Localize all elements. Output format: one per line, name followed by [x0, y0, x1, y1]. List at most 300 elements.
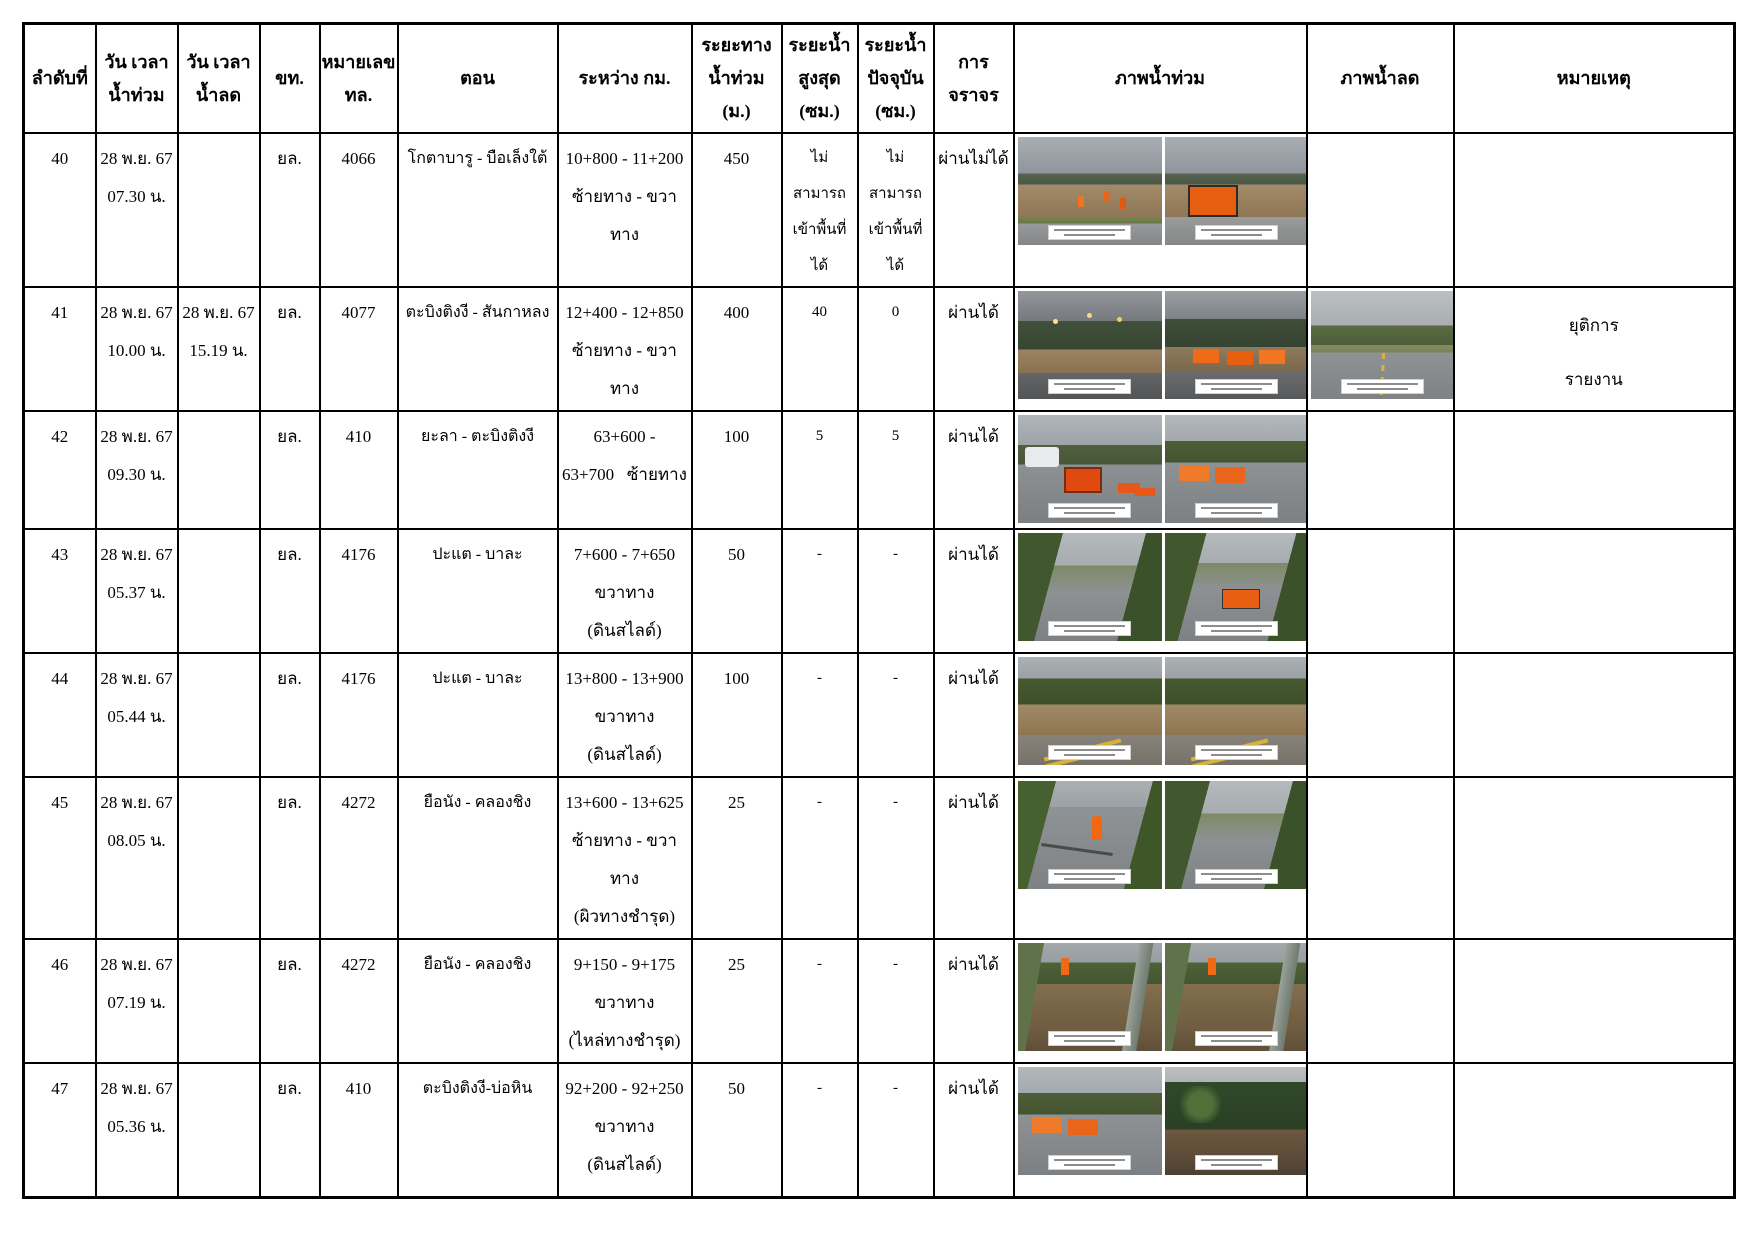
cell-text: 41: [51, 303, 69, 322]
cell-recede-photos: [1307, 529, 1454, 653]
photo-caption: [1048, 503, 1132, 518]
cell-text: รายงาน: [1564, 370, 1623, 389]
cell-text: 100: [723, 427, 750, 446]
cell-district: [260, 939, 320, 1063]
col-header-text: ระยะน้ำ: [864, 35, 927, 55]
cell-recede-photos: [1307, 939, 1454, 1063]
col-header-text: การจราจร: [948, 51, 999, 105]
col-header-text: ระยะน้ำ: [788, 35, 851, 55]
cell-km: [558, 287, 692, 411]
cell-max-cm: [782, 1063, 858, 1197]
cell-text: 0: [891, 304, 900, 320]
cell-text: (ดินสไลด์): [587, 621, 662, 640]
cell-text: 15.19 น.: [189, 341, 248, 360]
photo-caption: [1195, 225, 1279, 240]
cell-text: ขวาทาง: [594, 993, 655, 1012]
flood-photo-flood-street: [1018, 137, 1162, 245]
cell-traffic: [934, 653, 1014, 777]
cell-distance: [692, 529, 782, 653]
cell-remark: [1454, 777, 1735, 939]
cell-km: [558, 133, 692, 287]
cell-text: 05.37 น.: [107, 583, 166, 602]
cell-flood-photos: [1014, 411, 1307, 529]
cell-text: 46: [51, 955, 69, 974]
cell-district: [260, 287, 320, 411]
col-header-text: วัน เวลา: [104, 51, 169, 72]
cell-text: ขวาทาง: [594, 707, 655, 726]
col-header-flood-datetime: [96, 24, 178, 134]
cell-text: 07.19 น.: [107, 993, 166, 1012]
cell-text: -: [893, 1080, 898, 1096]
cell-text: ยล.: [277, 149, 302, 168]
cell-text: (ดินสไลด์): [587, 1155, 662, 1174]
cell-district: [260, 777, 320, 939]
cell-text: ผ่านได้: [948, 303, 999, 322]
cell-km: [558, 653, 692, 777]
flood-photo-mud: [1018, 657, 1162, 765]
cell-text: ยะลา - ตะบิงติงงี: [420, 428, 535, 445]
cell-traffic: [934, 133, 1014, 287]
col-header-remark: [1454, 24, 1735, 134]
col-header-text: ระหว่าง กม.: [578, 68, 671, 88]
cell-section: [398, 133, 558, 287]
cell-text: 40: [812, 304, 827, 320]
cell-text: 42: [51, 427, 69, 446]
cell-text: -: [817, 956, 822, 972]
cell-text: ตะบิงติงงี-บ่อหิน: [422, 1080, 533, 1097]
flood-photo-hill: [1165, 781, 1307, 889]
cell-text: 50: [728, 1079, 745, 1098]
cell-text: 13+800 - 13+900: [565, 669, 684, 688]
col-header-flood-distance: [692, 24, 782, 134]
cell-text: 100: [723, 669, 750, 688]
table-row: [24, 411, 1735, 529]
col-header-text: ระยะทาง: [701, 35, 772, 55]
table-row: [24, 777, 1735, 939]
cell-text: ยือนัง - คลองชิง: [423, 794, 532, 811]
col-header-text: ลำดับที่: [31, 68, 88, 88]
cell-text: 50: [728, 545, 745, 564]
recede-photos-strip: [1311, 291, 1450, 399]
cell-highway: [320, 529, 398, 653]
col-header-district: [260, 24, 320, 134]
cell-km: [558, 529, 692, 653]
cell-recede-photos: [1307, 653, 1454, 777]
cell-traffic: [934, 529, 1014, 653]
flood-photos-strip: [1018, 291, 1303, 399]
cell-flood-dt: [96, 411, 178, 529]
cell-highway: [320, 411, 398, 529]
cell-text: ยล.: [277, 793, 302, 812]
flood-photo-cones: [1018, 415, 1162, 523]
cell-text: ยุติการ: [1568, 316, 1619, 335]
col-header-text: (ซม.): [875, 101, 916, 121]
cell-text: 47: [51, 1079, 69, 1098]
photo-caption: [1195, 869, 1279, 884]
cell-remark: [1454, 1063, 1735, 1197]
cell-text: 4077: [341, 303, 376, 322]
cell-flood-photos: [1014, 1063, 1307, 1197]
cell-seq: [24, 653, 96, 777]
cell-text: เข้าพื้นที่ได้: [868, 222, 923, 274]
cell-section: [398, 1063, 558, 1197]
flood-photos-strip: [1018, 415, 1303, 523]
cell-text: 4176: [341, 545, 376, 564]
cell-cur-cm: [858, 287, 934, 411]
cell-text: 28 พ.ย. 67: [100, 669, 173, 688]
cell-text: -: [817, 1080, 822, 1096]
cell-km: [558, 411, 692, 529]
cell-text: 07.30 น.: [107, 187, 166, 206]
cell-text: 450: [723, 149, 750, 168]
flood-report-table: [22, 22, 1736, 1199]
cell-seq: [24, 939, 96, 1063]
cell-seq: [24, 411, 96, 529]
col-header-text: ปัจจุบัน: [867, 68, 924, 88]
table-row: [24, 133, 1735, 287]
cell-recede-dt: [178, 1063, 260, 1197]
cell-flood-dt: [96, 1063, 178, 1197]
cell-recede-photos: [1307, 411, 1454, 529]
flood-photo-erosion: [1018, 943, 1162, 1051]
cell-text: 13+600 - 13+625: [565, 793, 684, 812]
col-header-seq: [24, 24, 96, 134]
photo-caption: [1048, 869, 1132, 884]
cell-flood-dt: [96, 939, 178, 1063]
cell-text: ผ่านไม่ได้: [938, 149, 1009, 168]
col-header-text: ขท.: [275, 68, 304, 88]
cell-cur-cm: [858, 777, 934, 939]
col-header-traffic: [934, 24, 1014, 134]
cell-text: 45: [51, 793, 69, 812]
cell-remark: [1454, 529, 1735, 653]
cell-text: 92+200 - 92+250: [565, 1079, 684, 1098]
cell-recede-dt: [178, 653, 260, 777]
flood-photos-strip: [1018, 533, 1303, 641]
cell-cur-cm: [858, 653, 934, 777]
cell-text: 43: [51, 545, 69, 564]
cell-text: ยล.: [277, 427, 302, 446]
cell-section: [398, 653, 558, 777]
cell-distance: [692, 939, 782, 1063]
col-header-recede-datetime: [178, 24, 260, 134]
col-header-text: สูงสุด: [798, 68, 841, 88]
cell-text: ไม่สามารถ: [868, 150, 923, 202]
col-header-highway-number: [320, 24, 398, 134]
cell-text: 10+800 - 11+200: [565, 149, 684, 168]
cell-text: ผ่านได้: [948, 793, 999, 812]
col-header-text: น้ำท่วม: [708, 68, 765, 88]
cell-max-cm: [782, 653, 858, 777]
cell-flood-photos: [1014, 777, 1307, 939]
cell-text: 05.36 น.: [107, 1117, 166, 1136]
cell-section: [398, 777, 558, 939]
cell-text: (ดินสไลด์): [587, 745, 662, 764]
cell-flood-photos: [1014, 287, 1307, 411]
cell-text: ผ่านได้: [948, 669, 999, 688]
cell-traffic: [934, 939, 1014, 1063]
col-header-text: (ม.): [722, 101, 751, 121]
table-row: [24, 653, 1735, 777]
cell-flood-dt: [96, 653, 178, 777]
cell-text: โกตาบารู - บือเล็งใต้: [407, 150, 548, 167]
cell-recede-photos: [1307, 133, 1454, 287]
cell-text: ยล.: [277, 955, 302, 974]
cell-district: [260, 653, 320, 777]
cell-text: 12+400 - 12+850: [565, 303, 684, 322]
flood-photos-strip: [1018, 657, 1303, 765]
cell-seq: [24, 777, 96, 939]
cell-text: 28 พ.ย. 67: [100, 149, 173, 168]
cell-text: 10.00 น.: [107, 341, 166, 360]
cell-seq: [24, 529, 96, 653]
cell-recede-photos: [1307, 777, 1454, 939]
cell-section: [398, 939, 558, 1063]
cell-recede-photos: [1307, 287, 1454, 411]
cell-cur-cm: [858, 133, 934, 287]
cell-text: -: [893, 956, 898, 972]
cell-text: 4066: [341, 149, 376, 168]
flood-photo-dusk-road: [1018, 291, 1162, 399]
cell-text: ซ้ายทาง - ขวาทาง: [572, 341, 677, 398]
cell-text: -: [893, 794, 898, 810]
cell-recede-dt: [178, 529, 260, 653]
cell-text: ปะแต - บาละ: [432, 546, 523, 563]
cell-district: [260, 1063, 320, 1197]
cell-text: 7+600 - 7+650: [573, 545, 676, 564]
flood-photo-barrier-wet: [1018, 1067, 1162, 1175]
cell-text: 410: [345, 1079, 372, 1098]
cell-section: [398, 529, 558, 653]
cell-flood-photos: [1014, 653, 1307, 777]
cell-text: ขวาทาง: [594, 1117, 655, 1136]
cell-flood-dt: [96, 287, 178, 411]
cell-remark: [1454, 287, 1735, 411]
cell-cur-cm: [858, 1063, 934, 1197]
cell-recede-dt: [178, 133, 260, 287]
cell-km: [558, 939, 692, 1063]
col-header-section: [398, 24, 558, 134]
cell-text: 5: [815, 428, 824, 444]
cell-highway: [320, 777, 398, 939]
flood-photo-worker: [1018, 781, 1162, 889]
cell-text: 05.44 น.: [107, 707, 166, 726]
flood-photos-strip: [1018, 1067, 1303, 1175]
col-header-max-water-level: [782, 24, 858, 134]
cell-text: ขวาทาง: [594, 583, 655, 602]
cell-district: [260, 529, 320, 653]
col-header-text: หมายเหตุ: [1556, 68, 1631, 88]
cell-text: ซ้ายทาง - ขวาทาง: [572, 187, 677, 244]
cell-text: ยล.: [277, 545, 302, 564]
cell-traffic: [934, 777, 1014, 939]
cell-text: -: [817, 670, 822, 686]
flood-photo-dusk-barrier: [1165, 291, 1307, 399]
cell-text: ยล.: [277, 303, 302, 322]
cell-text: 5: [891, 428, 900, 444]
cell-text: ยือนัง - คลองชิง: [423, 956, 532, 973]
cell-max-cm: [782, 287, 858, 411]
col-header-recede-photo: [1307, 24, 1454, 134]
cell-flood-dt: [96, 777, 178, 939]
cell-distance: [692, 287, 782, 411]
cell-flood-photos: [1014, 529, 1307, 653]
cell-recede-dt: [178, 411, 260, 529]
cell-distance: [692, 133, 782, 287]
col-header-text: ภาพน้ำลด: [1340, 68, 1420, 88]
flood-photos-strip: [1018, 137, 1303, 245]
cell-text: ไม่สามารถ: [792, 150, 847, 202]
cell-remark: [1454, 133, 1735, 287]
cell-max-cm: [782, 411, 858, 529]
cell-highway: [320, 939, 398, 1063]
cell-text: ปะแต - บาละ: [432, 670, 523, 687]
cell-text: ซ้ายทาง - ขวาทาง: [572, 831, 677, 888]
cell-text: ยล.: [277, 1079, 302, 1098]
cell-text: เข้าพื้นที่ได้: [792, 222, 847, 274]
cell-distance: [692, 1063, 782, 1197]
cell-max-cm: [782, 939, 858, 1063]
cell-flood-dt: [96, 133, 178, 287]
flood-photos-strip: [1018, 943, 1303, 1051]
cell-highway: [320, 653, 398, 777]
cell-text: 08.05 น.: [107, 831, 166, 850]
cell-district: [260, 133, 320, 287]
cell-remark: [1454, 411, 1735, 529]
photo-caption: [1048, 745, 1132, 760]
cell-highway: [320, 287, 398, 411]
photo-caption: [1048, 621, 1132, 636]
cell-text: 4272: [341, 955, 376, 974]
col-header-text: วัน เวลา: [186, 51, 251, 72]
table-row: [24, 1063, 1735, 1197]
cell-cur-cm: [858, 411, 934, 529]
cell-cur-cm: [858, 939, 934, 1063]
flood-photo-hill-barrier: [1165, 533, 1307, 641]
col-header-flood-photo: [1014, 24, 1307, 134]
col-header-text: ทล.: [344, 84, 373, 105]
cell-text: 40: [51, 149, 69, 168]
cell-text: 28 พ.ย. 67: [100, 793, 173, 812]
cell-distance: [692, 411, 782, 529]
cell-flood-photos: [1014, 133, 1307, 287]
cell-text: 63+700 ซ้ายทาง: [562, 465, 687, 484]
cell-text: 28 พ.ย. 67: [100, 303, 173, 322]
cell-text: 9+150 - 9+175: [573, 955, 676, 974]
cell-text: (ผิวทางชำรุด): [573, 907, 676, 926]
cell-text: 09.30 น.: [107, 465, 166, 484]
cell-km: [558, 777, 692, 939]
photo-caption: [1048, 1155, 1132, 1170]
cell-recede-dt: [178, 287, 260, 411]
col-header-between-km: [558, 24, 692, 134]
cell-text: 28 พ.ย. 67: [100, 427, 173, 446]
table-head: [24, 24, 1735, 134]
cell-text: 28 พ.ย. 67: [182, 303, 255, 322]
cell-max-cm: [782, 777, 858, 939]
cell-text: 400: [723, 303, 750, 322]
flood-photo-barrier-wet: [1165, 415, 1307, 523]
cell-max-cm: [782, 529, 858, 653]
cell-text: ผ่านได้: [948, 1079, 999, 1098]
col-header-current-water-level: [858, 24, 934, 134]
photo-caption: [1195, 1155, 1279, 1170]
flood-photo-hill: [1018, 533, 1162, 641]
cell-district: [260, 411, 320, 529]
table-row: [24, 287, 1735, 411]
photo-caption: [1195, 503, 1279, 518]
cell-text: 28 พ.ย. 67: [100, 545, 173, 564]
cell-cur-cm: [858, 529, 934, 653]
cell-text: 410: [345, 427, 372, 446]
cell-traffic: [934, 287, 1014, 411]
col-header-text: น้ำท่วม: [108, 84, 165, 105]
cell-remark: [1454, 653, 1735, 777]
flood-photos-strip: [1018, 781, 1303, 889]
cell-flood-photos: [1014, 939, 1307, 1063]
photo-caption: [1341, 379, 1425, 394]
cell-text: 44: [51, 669, 69, 688]
photo-caption: [1048, 379, 1132, 394]
cell-seq: [24, 1063, 96, 1197]
table-row: [24, 939, 1735, 1063]
cell-recede-dt: [178, 777, 260, 939]
cell-text: 25: [728, 793, 745, 812]
cell-text: 25: [728, 955, 745, 974]
recede-photo-receded: [1311, 291, 1454, 399]
table-body: [24, 133, 1735, 1197]
photo-caption: [1048, 225, 1132, 240]
cell-text: ผ่านได้: [948, 955, 999, 974]
header-row: [24, 24, 1735, 134]
cell-text: ผ่านได้: [948, 545, 999, 564]
cell-max-cm: [782, 133, 858, 287]
photo-caption: [1195, 621, 1279, 636]
cell-highway: [320, 133, 398, 287]
cell-text: -: [817, 546, 822, 562]
photo-caption: [1195, 1031, 1279, 1046]
cell-remark: [1454, 939, 1735, 1063]
cell-seq: [24, 287, 96, 411]
cell-text: -: [893, 546, 898, 562]
cell-traffic: [934, 1063, 1014, 1197]
cell-distance: [692, 653, 782, 777]
cell-text: 28 พ.ย. 67: [100, 955, 173, 974]
cell-text: 4176: [341, 669, 376, 688]
cell-text: (ไหล่ทางชำรุด): [568, 1031, 681, 1050]
col-header-text: ตอน: [460, 68, 495, 88]
photo-caption: [1195, 745, 1279, 760]
cell-seq: [24, 133, 96, 287]
cell-text: 28 พ.ย. 67: [100, 1079, 173, 1098]
flood-photo-mud: [1165, 657, 1307, 765]
cell-flood-dt: [96, 529, 178, 653]
col-header-text: น้ำลด: [195, 84, 242, 105]
cell-recede-dt: [178, 939, 260, 1063]
cell-text: ผ่านได้: [948, 427, 999, 446]
table-row: [24, 529, 1735, 653]
cell-text: -: [817, 794, 822, 810]
cell-text: -: [893, 670, 898, 686]
flood-photo-erosion: [1165, 943, 1307, 1051]
cell-km: [558, 1063, 692, 1197]
cell-section: [398, 287, 558, 411]
cell-text: ตะบิงติงงี - สันกาหลง: [405, 304, 550, 321]
col-header-text: ภาพน้ำท่วม: [1114, 68, 1206, 88]
col-header-text: หมายเลข: [321, 51, 396, 72]
cell-recede-photos: [1307, 1063, 1454, 1197]
cell-traffic: [934, 411, 1014, 529]
